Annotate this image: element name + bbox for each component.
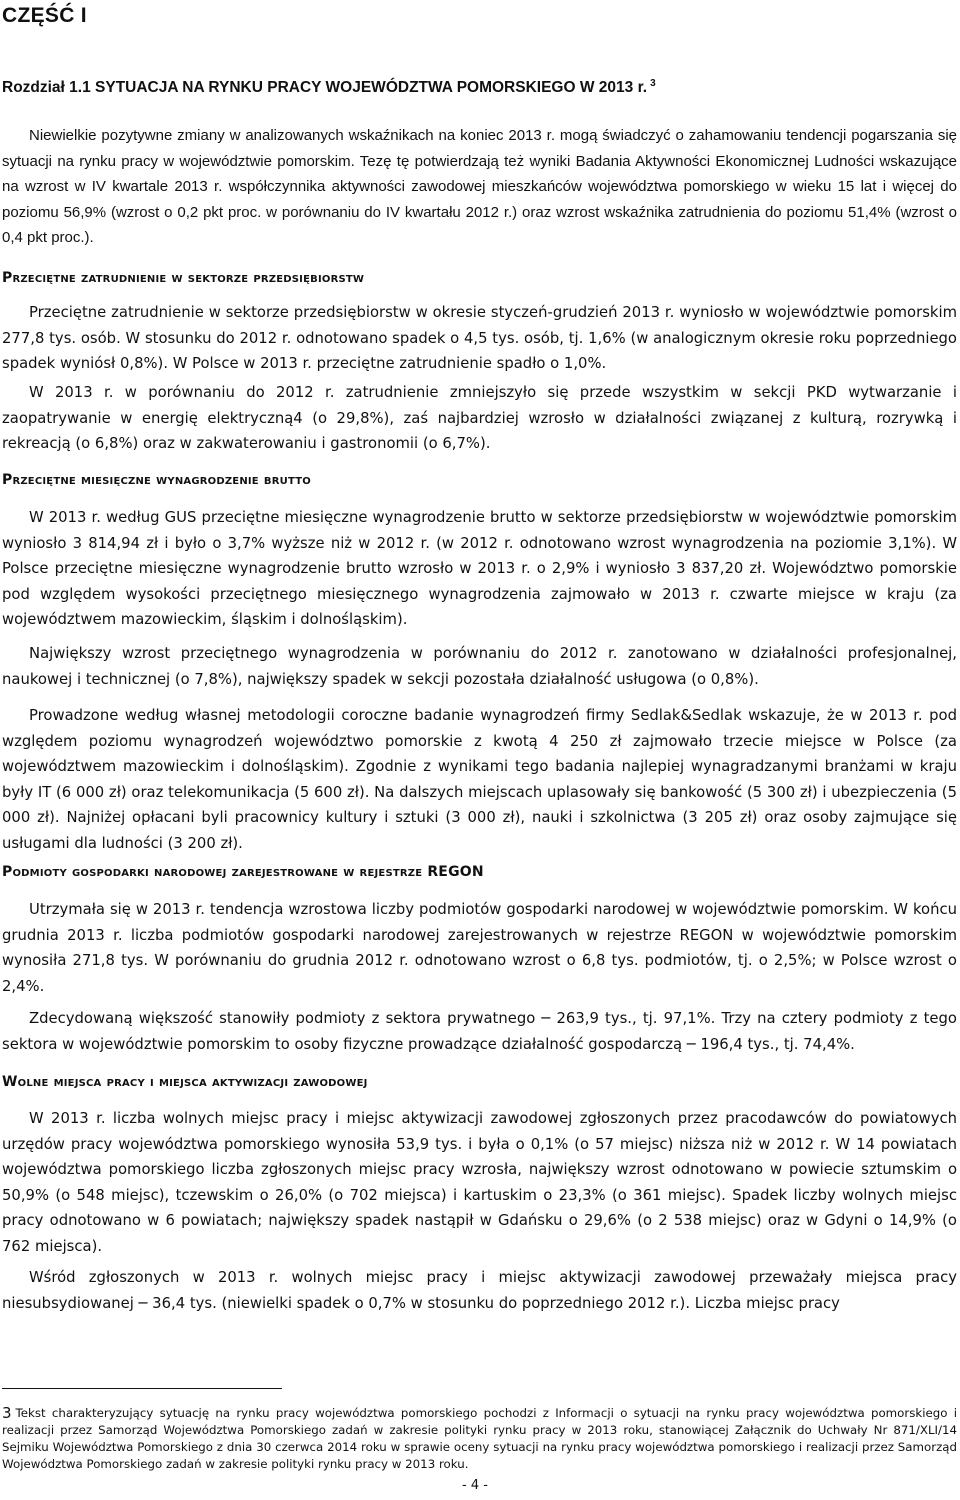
vacancies-paragraph-2: Wśród zgłoszonych w 2013 r. wolnych miejsc pracy i miejsc aktywizacji zawodowej przeważały miejsca pracy niesubsydiowanej ─ 36,4 tys. (niewielki spadek o 0,7% w stosunku do poprzedniego 2012 r.). Liczba miejsc pracy	[2, 1269, 957, 1312]
wages-paragraph-1: W 2013 r. według GUS przeciętne miesięczne wynagrodzenie brutto w sektorze przedsiębiorstw w województwie pomorskim wyniosło 3 814,94 zł i było o 3,7% wyższe niż w 2012 r. (w 2012 r. odnotowano wzrost wynagrodzenia na poziomie 3,1%). W Polsce przeciętne miesięczne wynagrodzenie brutto wzrosło w 2013 r. o 2,9% i wyniosło 3 837,20 zł. Województwo pomorskie pod względem wysokości przeciętnego miesięcznego wynagrodzenia zajmowało w 2013 r. czwarte miejsce w kraju (za województwem mazowieckim, śląskim i dolnośląskim).	[2, 509, 957, 629]
chapter-title-text: Rozdział 1.1 SYTUACJA NA RYNKU PRACY WOJEWÓDZTWA POMORSKIEGO W 2013 r.	[2, 79, 648, 96]
employment-paragraph-2: W 2013 r. w porównaniu do 2012 r. zatrudnienie zmniejszyło się przede wszystkim w sekcji PKD wytwarzanie i zaopatrywanie w energię elektryczną4 (o 29,8%), zaś najbardziej wzrosło w działalności związanej z kulturą, rozrywką i rekreacją (o 6,8%) oraz w zakwaterowaniu i gastronomii (o 6,7%).	[2, 384, 957, 453]
footnote-divider	[2, 1388, 282, 1389]
footnote	[2, 1405, 957, 1473]
wages-paragraph-2: Największy wzrost przeciętnego wynagrodzenia w porównaniu do 2012 r. zanotowano w działalności profesjonalnej, naukowej i technicznej (o 7,8%), największy spadek w sekcji pozostała działalność usługowa (o 0,8%).	[2, 645, 957, 688]
intro-paragraph: Niewielkie pozytywne zmiany w analizowanych wskaźnikach na koniec 2013 r. mogą świadczyć o zahamowaniu tendencji pogarszania się sytuacji na rynku pracy w województwie pomorskim. Tezę tę potwierdzają też wyniki Badania Aktywności Ekonomicznej Ludności wskazujące na wzrost w IV kwartale 2013 r. współczynnika aktywności zawodowej mieszkańców województwa pomorskiego w wieku 15 lat i więcej do poziomu 56,9% (wzrost o 0,2 pkt proc. w porównaniu do IV kwartału 2012 r.) oraz wzrost wskaźnika zatrudnienia do poziomu 51,4% (wzrost o 0,4 pkt proc.).	[2, 127, 957, 247]
vacancies-paragraph-1: W 2013 r. liczba wolnych miejsc pracy i miejsc aktywizacji zawodowej zgłoszonych przez pracodawców do powiatowych urzędów pracy województwa pomorskiego wynosiła 53,9 tys. i była o 0,1% (o 57 miejsc) niższa niż w 2012 r. W 14 powiatach województwa pomorskiego liczba zgłoszonych miejsc pracy wzrosła, największy wzrost odnotowano w powiecie sztumskim o 50,9% (o 548 miejsc), tczewskim o 26,0% (o 702 miejsca) i kartuskim o 23,3% (o 361 miejsc). Spadek liczby wolnych miejsc pracy odnotowano w 6 powiatach; największy spadek nastąpił w Gdańsku o 29,6% (o 2 538 miejsc) oraz w Gdyni o 14,9% (o 762 miejsca).	[2, 1110, 957, 1255]
section-heading-wages: Przeciętne miesięczne wynagrodzenie brutto	[2, 472, 311, 488]
section-heading-vacancies: Wolne miejsca pracy i miejsca aktywizacji zawodowej	[2, 1074, 368, 1090]
section-heading-employment: Przeciętne zatrudnienie w sektorze przedsiębiorstw	[2, 270, 365, 286]
footnote-number: 3	[2, 1404, 12, 1422]
footnote-reference: 3	[650, 78, 656, 89]
part-title: CZĘŚĆ I	[2, 4, 87, 27]
page-number: - 4 -	[462, 1478, 488, 1493]
regon-paragraph-1: Utrzymała się w 2013 r. tendencja wzrostowa liczby podmiotów gospodarki narodowej w województwie pomorskim. W końcu grudnia 2013 r. liczba podmiotów gospodarki narodowej zarejestrowanych w rejestrze REGON w województwie pomorskim wynosiła 271,8 tys. W porównaniu do grudnia 2012 r. odnotowano wzrost o 6,8 tys. podmiotów, tj. o 2,5%; w Polsce wzrost o 2,4%.	[2, 901, 957, 995]
wages-paragraph-3: Prowadzone według własnej metodologii coroczne badanie wynagrodzeń firmy Sedlak&Sedlak wskazuje, że w 2013 r. pod względem poziomu wynagrodzeń województwo pomorskie z kwotą 4 250 zł zajmowało trzecie miejsce w Polsce (za województwem mazowieckim i dolnośląskim). Zgodnie z wynikami tego badania najlepiej wynagradzanymi branżami w kraju były IT (6 000 zł) oraz telekomunikacja (5 600 zł). Na dalszych miejscach uplasowały się bankowość (5 300 zł) i ubezpieczenia (5 000 zł). Najniżej opłacani byli pracownicy kultury i sztuki (3 000 zł), nauki i szkolnictwa (3 205 zł) oraz osoby zajmujące się usługami dla ludności (3 200 zł).	[2, 707, 957, 852]
regon-paragraph-2: Zdecydowaną większość stanowiły podmioty z sektora prywatnego ─ 263,9 tys., tj. 97,1%. Trzy na cztery podmioty z tego sektora w województwie pomorskim to osoby fizyczne prowadzące działalność gospodarczą ─ 196,4 tys., tj. 74,4%.	[2, 1010, 957, 1053]
footnote-text: Tekst charakteryzujący sytuację na rynku pracy województwa pomorskiego pochodzi z Informacji o sytuacji na rynku pracy województwa pomorskiego i realizacji przez Samorząd Województwa Pomorskiego zadań w zakresie polityki rynku pracy w 2013 roku, stanowiącej Załącznik do Uchwały Nr 871/XLI/14 Sejmiku Województwa Pomorskiego z dnia 30 czerwca 2014 roku w sprawie oceny sytuacji na rynku pracy województwa pomorskiego i realizacji przez Samorząd Województwa Pomorskiego zadań w zakresie polityki rynku pracy w 2013 roku.	[2, 1406, 957, 1471]
chapter-title	[2, 78, 656, 97]
employment-paragraph-1: Przeciętne zatrudnienie w sektorze przedsiębiorstw w okresie styczeń-grudzień 2013 r. wyniosło w województwie pomorskim 277,8 tys. osób. W stosunku do 2012 r. odnotowano spadek o 4,5 tys. osób, tj. 1,6% (w analogicznym okresie roku poprzedniego spadek wyniósł 0,8%). W Polsce w 2013 r. przeciętne zatrudnienie spadło o 1,0%.	[2, 304, 957, 373]
section-heading-regon: Podmioty gospodarki narodowej zarejestrowane w rejestrze REGON	[2, 864, 484, 880]
